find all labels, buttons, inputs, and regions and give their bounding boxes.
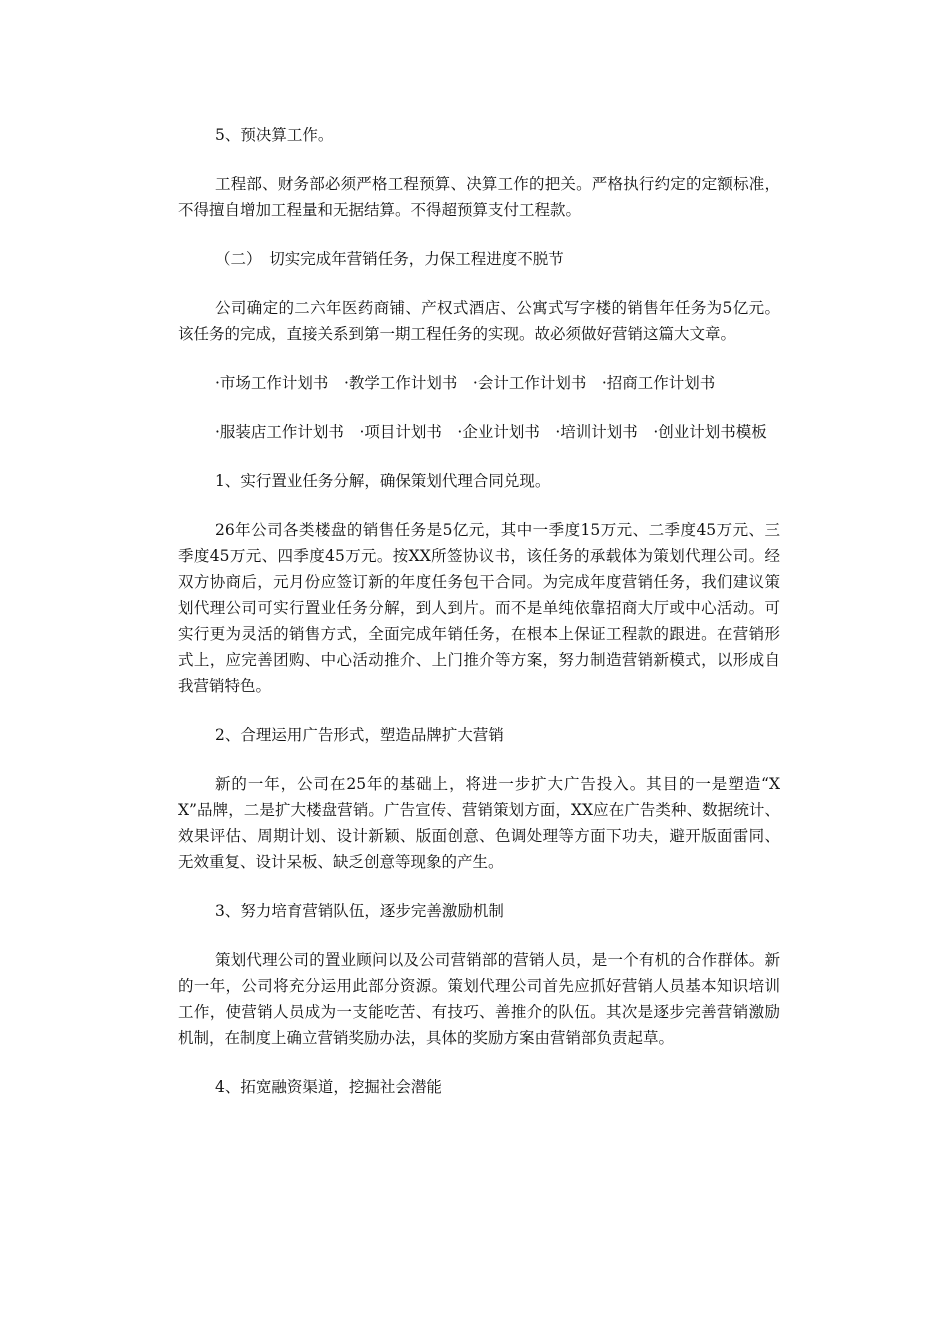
point-heading-advertising: 2、合理运用广告形式，塑造品牌扩大营销 — [215, 726, 504, 744]
related-links-row-2 — [178, 419, 780, 445]
link-project-plan[interactable]: ·项目计划书 — [359, 423, 442, 441]
document-body — [178, 122, 780, 1123]
paragraph-sales-team: 策划代理公司的置业顾问以及公司营销部的营销人员，是一个有机的合作群体。新的一年，公司将充分运用此部分资源。策划代理公司首先应抓好营销人员基本知识培训工作，使营销人员成为一支能吃苦、有技巧、善推介的队伍。其次是逐步完善营销激励机制，在制度上确立营销奖励办法，具体的奖励方案由营销部负责起草。 — [178, 951, 780, 1047]
link-investment-plan[interactable]: ·招商工作计划书 — [601, 374, 716, 392]
point-heading-sales-team: 3、努力培育营销队伍，逐步完善激励机制 — [215, 902, 504, 920]
link-startup-plan-template[interactable]: ·创业计划书模板 — [653, 423, 767, 441]
paragraph-task-breakdown: 26年公司各类楼盘的销售任务是5亿元，其中一季度15万元、二季度45万元、三季度45万元、四季度45万元。按XX所签协议书，该任务的承载体为策划代理公司。经双方协商后，元月份应签订新的年度任务包干合同。为完成年度营销任务，我们建议策划代理公司可实行置业任务分解，到人到片。而不是单纯依靠招商大厅或中心活动。可实行更为灵活的销售方式，全面完成年销任务，在根本上保证工程款的跟进。在营销形式上，应完善团购、中心活动推介、上门推介等方案，努力制造营销新模式，以形成自我营销特色。 — [178, 521, 780, 695]
paragraph-budget: 工程部、财务部必须严格工程预算、决算工作的把关。严格执行约定的定额标准，不得擅自增加工程量和无据结算。不得超预算支付工程款。 — [178, 175, 780, 219]
link-training-plan[interactable]: ·培训计划书 — [555, 423, 638, 441]
link-clothing-store-plan[interactable]: ·服装店工作计划书 — [215, 423, 344, 441]
paragraph-advertising: 新的一年，公司在25年的基础上，将进一步扩大广告投入。其目的一是塑造“XX”品牌，二是扩大楼盘营销。广告宣传、营销策划方面，XX应在广告类种、数据统计、效果评估、周期计划、设计新颖、版面创意、色调处理等方面下功夫，避开版面雷同、无效重复、设计呆板、缺乏创意等现象的产生。 — [178, 775, 780, 871]
section-heading-budget: 5、预决算工作。 — [215, 126, 334, 144]
related-links-row-1 — [178, 370, 780, 396]
link-accounting-plan[interactable]: ·会计工作计划书 — [472, 374, 587, 392]
section-heading-sales-task: （二） 切实完成年营销任务，力保工程进度不脱节 — [215, 250, 564, 268]
point-heading-financing: 4、拓宽融资渠道，挖掘社会潜能 — [215, 1078, 442, 1096]
paragraph-sales-task: 公司确定的二六年医药商铺、产权式酒店、公寓式写字楼的销售年任务为5亿元。该任务的完成，直接关系到第一期工程任务的实现。故必须做好营销这篇大文章。 — [178, 299, 780, 343]
link-teaching-plan[interactable]: ·教学工作计划书 — [343, 374, 458, 392]
link-enterprise-plan[interactable]: ·企业计划书 — [457, 423, 540, 441]
point-heading-task-breakdown: 1、实行置业任务分解，确保策划代理合同兑现。 — [215, 472, 551, 490]
link-market-plan[interactable]: ·市场工作计划书 — [215, 374, 329, 392]
